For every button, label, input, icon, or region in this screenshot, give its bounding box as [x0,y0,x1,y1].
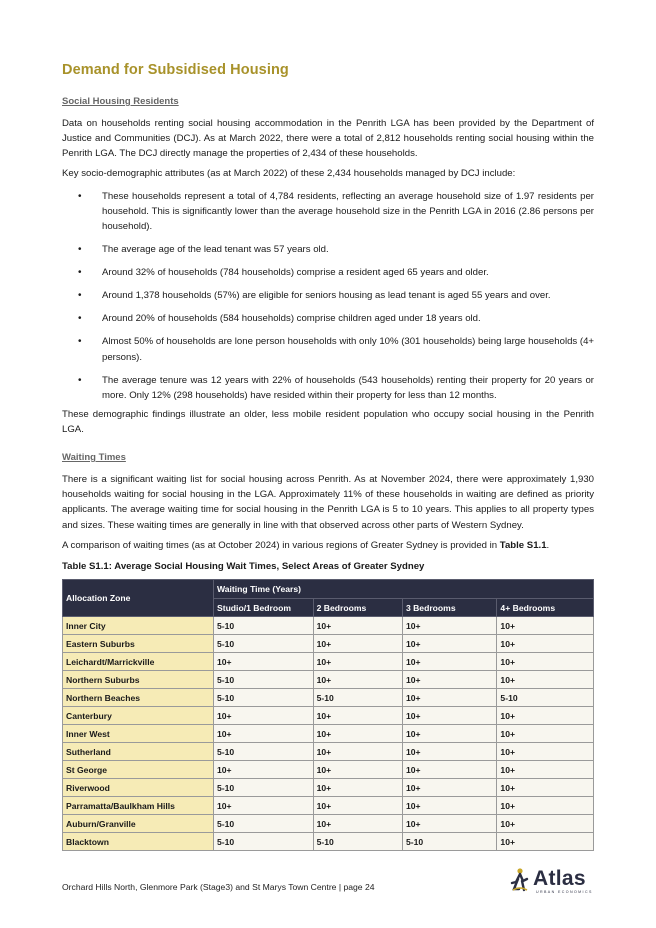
bullet-list [62,189,594,411]
table-row [63,725,594,743]
table-row [63,779,594,797]
page-heading: Demand for Subsidised Housing [62,62,289,78]
paragraph [62,538,594,553]
wait-time-cell: 10+ [402,815,496,833]
table-row [63,617,594,635]
wait-time-cell: 10+ [313,653,402,671]
wait-time-cell: 10+ [497,653,594,671]
wait-time-cell: 10+ [402,797,496,815]
logo-wordmark: Atlas [533,867,586,890]
wait-time-cell: 5-10 [213,617,313,635]
wait-times-table [62,579,594,851]
zone-cell: Eastern Suburbs [63,635,214,653]
wait-time-cell: 10+ [497,761,594,779]
wait-time-cell: 10+ [402,707,496,725]
wait-time-cell: 10+ [313,797,402,815]
zone-cell: Canterbury [63,707,214,725]
wait-time-cell: 10+ [313,779,402,797]
wait-time-cell: 10+ [402,743,496,761]
paragraph: There is a significant waiting list for social housing across Penrith. As at November 2024, there were approximately 1,930 households waiting for social housing in the LGA. Approximately 11% of these households in waiting are defined as priority applicants. The average waiting time for social housing in the Penrith LGA is 5 to 10 years. This applies to all property types and sizes. These waiting times are generally in line with that observed across other parts of Western Sydney. [62,474,594,531]
header-col: 4+ Bedrooms [497,599,594,617]
wait-time-cell: 10+ [497,671,594,689]
table-row [63,689,594,707]
wait-time-cell: 10+ [497,743,594,761]
wait-time-cell: 10+ [313,617,402,635]
zone-cell: Northern Suburbs [63,671,214,689]
wait-time-cell: 10+ [313,707,402,725]
wait-time-cell: 10+ [402,779,496,797]
zone-cell: Northern Beaches [63,689,214,707]
header-col: Studio/1 Bedroom [213,599,313,617]
wait-time-cell: 10+ [313,725,402,743]
wait-time-cell: 5-10 [313,689,402,707]
wait-time-cell: 5-10 [213,833,313,851]
zone-cell: Inner City [63,617,214,635]
wait-time-cell: 10+ [313,815,402,833]
wait-time-cell: 10+ [497,833,594,851]
zone-cell: Blacktown [63,833,214,851]
bullet-item: • Around 1,378 households (57%) are eligible for seniors housing as lead tenant is aged 55 years and over. [62,288,594,303]
wait-time-cell: 5-10 [213,671,313,689]
bullet-item: • Around 32% of households (784 households) comprise a resident aged 65 years and older. [62,265,594,280]
wait-time-cell: 5-10 [213,635,313,653]
bullet-item: • The average tenure was 12 years with 22% of households (543 households) renting their property for 20 years or more. Only 12% (298 households) have resided within their property for less than 12 months. [62,373,594,403]
wait-time-cell: 10+ [313,761,402,779]
wait-time-cell: 10+ [213,707,313,725]
paragraph-text: A comparison of waiting times (as at October 2024) in various regions of Greater Sydney is provided in [62,540,500,551]
paragraph: These demographic findings illustrate an older, less mobile resident population who occupy social housing in the Penrith LGA. [62,409,594,436]
bullet-item: • Almost 50% of households are lone person households with only 10% (301 households) being large households (4+ persons). [62,334,594,364]
wait-time-cell: 10+ [313,635,402,653]
wait-time-cell: 10+ [497,797,594,815]
header-col: 2 Bedrooms [313,599,402,617]
wait-time-cell: 5-10 [402,833,496,851]
table-row [63,833,594,851]
bullet-item: • The average age of the lead tenant was 57 years old. [62,242,594,257]
wait-time-cell: 5-10 [213,815,313,833]
wait-time-cell: 10+ [402,725,496,743]
table-row [63,797,594,815]
wait-time-cell: 10+ [497,707,594,725]
wait-time-cell: 10+ [497,779,594,797]
paragraph: Key socio-demographic attributes (as at March 2022) of these 2,434 households managed by DCJ include: [62,168,516,179]
zone-cell: Riverwood [63,779,214,797]
wait-time-cell: 5-10 [213,689,313,707]
wait-time-cell: 10+ [402,635,496,653]
zone-cell: Parramatta/Baulkham Hills [63,797,214,815]
table-row [63,707,594,725]
table-row [63,815,594,833]
wait-time-cell: 10+ [402,689,496,707]
wait-time-cell: 10+ [497,725,594,743]
paragraph-end: . [546,540,550,551]
section-title-waiting-times: Waiting Times [62,452,126,463]
wait-time-cell: 5-10 [213,743,313,761]
table-row [63,653,594,671]
wait-time-cell: 10+ [497,635,594,653]
wait-time-cell: 10+ [497,815,594,833]
table-caption: Table S1.1: Average Social Housing Wait Times, Select Areas of Greater Sydney [62,561,425,572]
atlas-logo [510,866,596,896]
table-row [63,761,594,779]
wait-time-cell: 10+ [497,617,594,635]
header-waiting-time: Waiting Time (Years) [213,580,593,599]
wait-time-cell: 5-10 [497,689,594,707]
wait-time-cell: 10+ [213,725,313,743]
wait-time-cell: 10+ [402,671,496,689]
wait-time-cell: 10+ [402,617,496,635]
wait-time-cell: 10+ [213,797,313,815]
header-col: 3 Bedrooms [402,599,496,617]
table-row [63,635,594,653]
zone-cell: St George [63,761,214,779]
table-row [63,743,594,761]
paragraph: Data on households renting social housing accommodation in the Penrith LGA has been provided by the Department of Justice and Communities (DCJ). As at March 2022, there were a total of 2,812 households renting social housing within the Penrith LGA. The DCJ directly manage the properties of 2,434 of these households. [62,118,594,160]
wait-time-cell: 10+ [402,761,496,779]
wait-time-cell: 10+ [313,743,402,761]
logo-tagline: URBAN ECONOMICS [536,890,593,894]
wait-time-cell: 10+ [213,761,313,779]
section-title-social-housing: Social Housing Residents [62,96,179,107]
zone-cell: Leichardt/Marrickville [63,653,214,671]
wait-time-cell: 5-10 [313,833,402,851]
zone-cell: Sutherland [63,743,214,761]
wait-time-cell: 10+ [313,671,402,689]
bullet-item: • Around 20% of households (584 households) comprise children aged under 18 years old. [62,311,594,326]
bullet-item: • These households represent a total of 4,784 residents, reflecting an average household size of 1.97 residents per household. This is significantly lower than the average household size in the Penrith LGA in 2016 (2.86 persons per household). [62,189,594,235]
wait-time-cell: 10+ [213,653,313,671]
wait-time-cell: 5-10 [213,779,313,797]
zone-cell: Inner West [63,725,214,743]
zone-cell: Auburn/Granville [63,815,214,833]
header-allocation-zone: Allocation Zone [63,580,214,617]
page-footer: Orchard Hills North, Glenmore Park (Stage3) and St Marys Town Centre | page 24 [62,882,375,892]
table-row [63,671,594,689]
table-reference: Table S1.1 [499,540,547,551]
wait-time-cell: 10+ [402,653,496,671]
